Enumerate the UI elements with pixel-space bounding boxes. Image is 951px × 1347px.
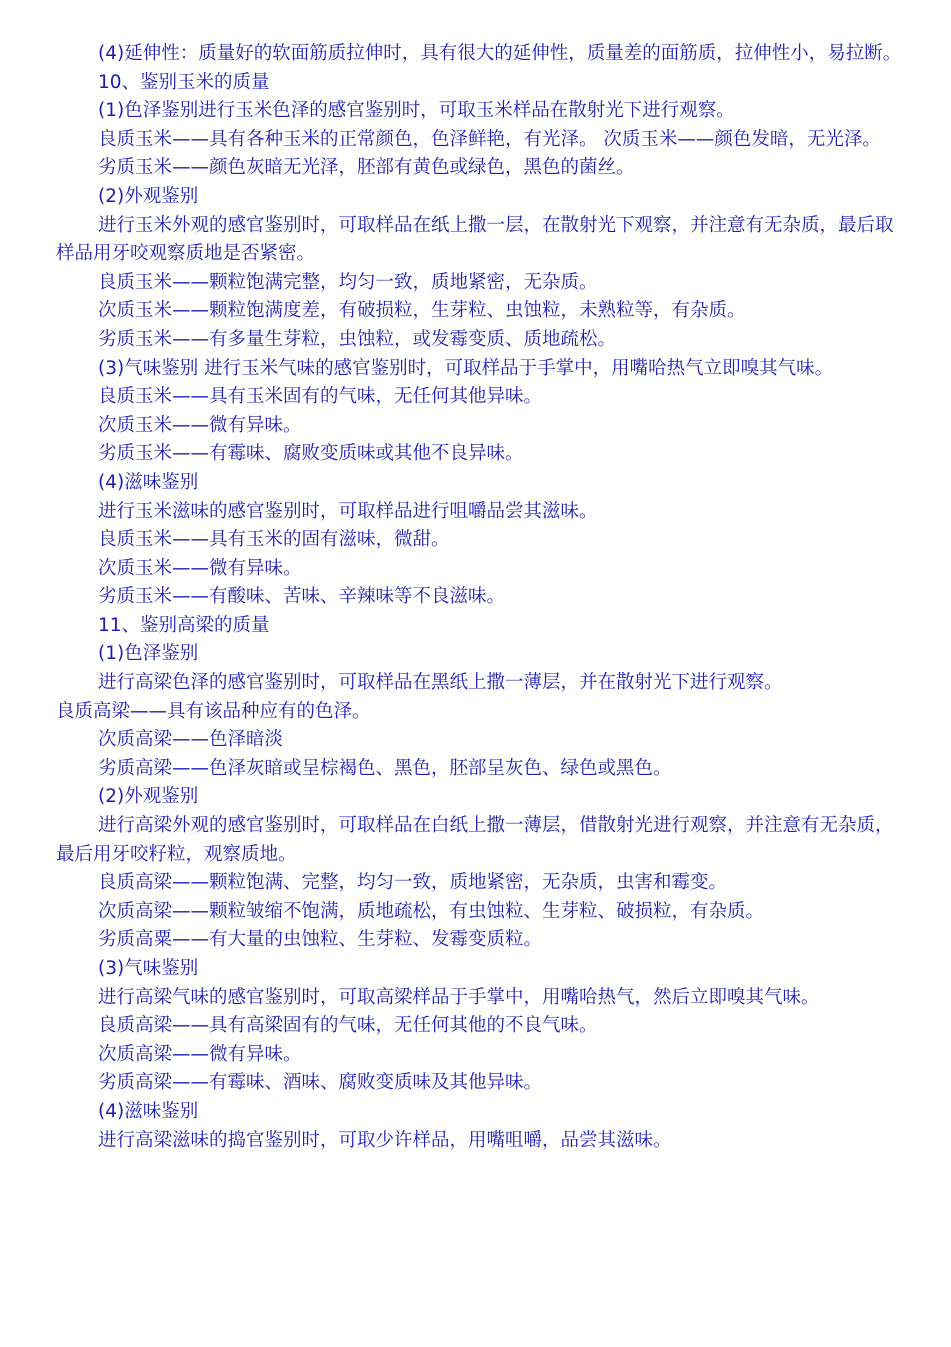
subheading-corn-appearance: (2)外观鉴别 (98, 185, 199, 207)
paragraph-sorghum-appearance-method: 进行高梁外观的感官鉴别时，可取样品在白纸上撒一薄层，借散射光进行观察，并注意有无杂质，最后用牙咬籽粒，观察质地。 (56, 815, 894, 865)
paragraph-sorghum-color-fair: 次质高梁——色泽暗淡 (98, 729, 284, 751)
subheading-sorghum-appearance: (2)外观鉴别 (98, 786, 199, 808)
paragraph-sorghum-appearance-fair: 次质高梁——颗粒皱缩不饱满，质地疏松，有虫蚀粒、生芽粒、破损粒，有杂质。 (98, 900, 765, 922)
section-heading-corn: 10、鉴别玉米的质量 (98, 71, 270, 93)
paragraph-corn-taste-fair: 次质玉米——微有异味。 (98, 557, 302, 579)
paragraph-corn-color-poor: 劣质玉米——颜色灰暗无光泽，胚部有黄色或绿色，黑色的菌丝。 (98, 157, 635, 179)
paragraph-corn-color: (1)色泽鉴别进行玉米色泽的感官鉴别时，可取玉米样品在散射光下进行观察。 (98, 100, 735, 122)
paragraph-corn-appearance-good: 良质玉米——颗粒饱满完整，均匀一致，质地紧密，无杂质。 (98, 271, 598, 293)
subheading-sorghum-taste: (4)滋味鉴别 (98, 1100, 199, 1122)
paragraph-sorghum-odor-method: 进行高梁气味的感官鉴别时，可取高梁样品于手掌中，用嘴哈热气，然后立即嗅其气味。 (98, 986, 820, 1008)
subheading-sorghum-color: (1)色泽鉴别 (98, 643, 199, 665)
paragraph-sorghum-taste-method: 进行高梁滋味的捣官鉴别时，可取少许样品，用嘴咀嚼，品尝其滋味。 (98, 1129, 672, 1151)
subheading-sorghum-odor: (3)气味鉴别 (98, 958, 199, 979)
paragraph-corn-odor-fair: 次质玉米——微有异味。 (98, 414, 302, 436)
document-page (56, 40, 906, 1155)
paragraph-corn-taste-poor: 劣质玉米——有酸味、苦味、辛辣味等不良滋味。 (98, 586, 506, 608)
paragraph-corn-appearance-method: 进行玉米外观的感官鉴别时，可取样品在纸上撒一层，在散射光下观察，并注意有无杂质，最后取样品用牙咬观察质地是否紧密。 (56, 214, 894, 265)
paragraph-sorghum-odor-fair: 次质高梁——微有异味。 (98, 1043, 302, 1065)
paragraph-corn-odor-method: (3)气味鉴别 进行玉米气味的感官鉴别时，可取样品于手掌中，用嘴哈热气立即嗅其气味。 (98, 357, 834, 379)
paragraph-corn-appearance-poor: 劣质玉米——有多量生芽粒，虫蚀粒，或发霉变质、质地疏松。 (98, 328, 617, 350)
paragraph-sorghum-odor-poor: 劣质高梁——有霉味、酒味、腐败变质味及其他异味。 (98, 1072, 543, 1094)
paragraph-sorghum-color-good: 良质高梁——具有该品种应有的色泽。 (56, 700, 371, 722)
paragraph-extensibility: (4)延伸性：质量好的软面筋质拉伸时，具有很大的延伸性，质量差的面筋质，拉伸性小，易拉断。 (98, 43, 902, 64)
paragraph-sorghum-color-poor: 劣质高梁——色泽灰暗或呈棕褐色、黑色，胚部呈灰色、绿色或黑色。 (98, 757, 672, 779)
paragraph-corn-taste-good: 良质玉米——具有玉米的固有滋味，微甜。 (98, 529, 450, 551)
paragraph-sorghum-color-method: 进行高梁色泽的感官鉴别时，可取样品在黑纸上撒一薄层，并在散射光下进行观察。 (98, 672, 783, 694)
section-heading-sorghum: 11、鉴别高梁的质量 (98, 614, 270, 636)
paragraph-corn-color-good-fair: 良质玉米——具有各种玉米的正常颜色，色泽鲜艳，有光泽。 次质玉米——颜色发暗，无光泽。 (98, 128, 881, 150)
paragraph-corn-appearance-fair: 次质玉米——颗粒饱满度差，有破损粒，生芽粒、虫蚀粒，未熟粒等，有杂质。 (98, 300, 746, 322)
paragraph-sorghum-odor-good: 良质高梁——具有高梁固有的气味，无任何其他的不良气味。 (98, 1015, 598, 1037)
subheading-corn-taste: (4)滋味鉴别 (98, 471, 199, 493)
paragraph-corn-odor-poor: 劣质玉米——有霉味、腐败变质味或其他不良异味。 (98, 443, 524, 465)
paragraph-sorghum-appearance-good: 良质高梁——颗粒饱满、完整，均匀一致，质地紧密，无杂质，虫害和霉变。 (98, 872, 728, 894)
paragraph-corn-odor-good: 良质玉米——具有玉米固有的气味，无任何其他异味。 (98, 386, 543, 408)
paragraph-corn-taste-method: 进行玉米滋味的感官鉴别时，可取样品进行咀嚼品尝其滋味。 (98, 500, 598, 522)
paragraph-sorghum-appearance-poor: 劣质高粟——有大量的虫蚀粒、生芽粒、发霉变质粒。 (98, 929, 543, 951)
